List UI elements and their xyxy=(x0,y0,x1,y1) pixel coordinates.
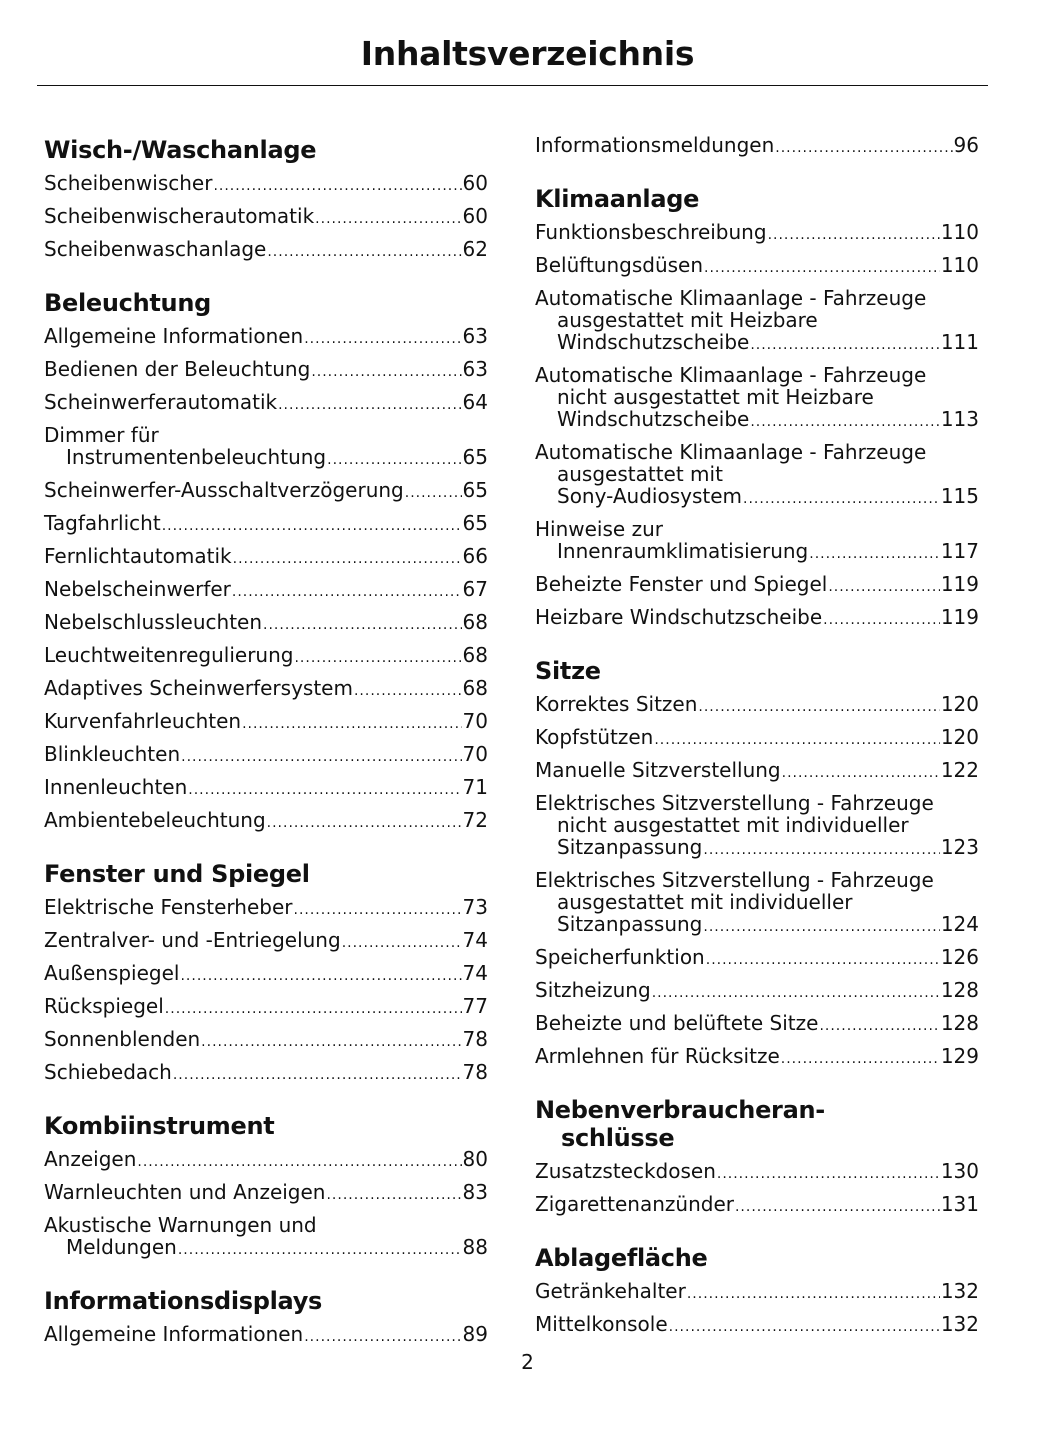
toc-column-right xyxy=(535,130,979,1364)
section-heading xyxy=(535,1096,979,1152)
toc-entry-text: Sony-Audiosystem xyxy=(557,484,743,508)
toc-entry[interactable] xyxy=(535,1309,979,1342)
toc-page-number: 89 xyxy=(462,1322,488,1346)
toc-entry-line xyxy=(44,1028,488,1053)
toc-section xyxy=(44,860,488,1090)
toc-entry-line xyxy=(44,710,488,735)
toc-page-number: 115 xyxy=(940,484,979,508)
page-number: 2 xyxy=(521,1350,534,1374)
toc-entry-line xyxy=(535,606,979,631)
dot-leader xyxy=(698,696,939,718)
dot-leader xyxy=(687,1283,940,1305)
toc-entry[interactable] xyxy=(44,234,488,267)
toc-entry-text: Hinweise zur xyxy=(535,517,663,541)
section-heading xyxy=(535,1244,979,1272)
section-heading xyxy=(44,1112,488,1140)
toc-entry-text: Tagfahrlicht xyxy=(44,511,161,535)
dot-leader xyxy=(828,576,939,598)
toc-entry-line xyxy=(535,946,979,971)
toc-entry-text: Außenspiegel xyxy=(44,961,180,985)
dot-leader xyxy=(342,932,462,954)
toc-entry-text: Speicherfunktion xyxy=(535,945,705,969)
toc-entry[interactable] xyxy=(44,673,488,706)
dot-leader xyxy=(775,137,952,159)
toc-entry[interactable] xyxy=(535,788,979,865)
dot-leader xyxy=(188,779,461,801)
toc-section xyxy=(44,1287,488,1352)
toc-entry[interactable] xyxy=(44,508,488,541)
toc-entry[interactable] xyxy=(44,739,488,772)
toc-page-number: 119 xyxy=(940,572,979,596)
dot-leader xyxy=(819,1015,939,1037)
toc-entry-text: Scheinwerfer-Ausschaltverzögerung xyxy=(44,478,404,502)
toc-entry-line xyxy=(535,693,979,718)
toc-entry-text: Zentralver- und -Entriegelung xyxy=(44,928,341,952)
dot-leader xyxy=(652,982,940,1004)
dot-leader xyxy=(267,241,461,263)
section-heading xyxy=(535,185,979,213)
toc-entry-text: Ambientebeleuchtung xyxy=(44,808,266,832)
toc-entry-text: Leuchtweitenregulierung xyxy=(44,643,294,667)
toc-page-number: 67 xyxy=(462,577,488,601)
dot-leader xyxy=(181,746,461,768)
toc-page-number: 78 xyxy=(462,1027,488,1051)
toc-entry-line xyxy=(44,743,488,768)
toc-entry-line xyxy=(535,1160,979,1185)
dot-leader xyxy=(703,839,939,861)
toc-entry-text: Innenleuchten xyxy=(44,775,188,799)
toc-entry-line xyxy=(44,1181,488,1206)
toc-entry[interactable] xyxy=(44,321,488,354)
toc-entry-text: Automatische Klimaanlage - Fahrzeuge xyxy=(535,286,927,310)
toc-entry-text: Beheizte und belüftete Sitze xyxy=(535,1011,819,1035)
toc-page-number: 128 xyxy=(940,978,979,1002)
dot-leader xyxy=(743,488,940,510)
dot-leader xyxy=(178,1239,462,1261)
toc-entry[interactable] xyxy=(44,1177,488,1210)
toc-entry-line xyxy=(535,1193,979,1218)
toc-entry-line xyxy=(44,776,488,801)
toc-entry-text: Scheibenwaschanlage xyxy=(44,237,267,261)
toc-entry[interactable] xyxy=(44,772,488,805)
toc-entry-line xyxy=(535,836,979,861)
toc-entry[interactable] xyxy=(535,942,979,975)
toc-entry-text: Innenraumklimatisierung xyxy=(557,539,809,563)
toc-entry-line xyxy=(535,408,979,433)
toc-entry[interactable] xyxy=(535,217,979,250)
dot-leader xyxy=(750,334,939,356)
toc-entry-text: Scheinwerferautomatik xyxy=(44,390,278,414)
toc-entry-line xyxy=(535,726,979,751)
dot-leader xyxy=(233,548,462,570)
toc-entry-line xyxy=(44,677,488,702)
toc-page-number: 73 xyxy=(462,895,488,919)
dot-leader xyxy=(654,729,939,751)
toc-page-number: 123 xyxy=(940,835,979,859)
toc-page-number: 96 xyxy=(953,133,979,157)
title-divider xyxy=(37,85,988,86)
dot-leader xyxy=(354,680,462,702)
toc-entry-text: Elektrische Fensterheber xyxy=(44,895,293,919)
toc-page-number: 117 xyxy=(940,539,979,563)
toc-entry-line xyxy=(44,995,488,1020)
toc-entry[interactable] xyxy=(44,991,488,1024)
toc-entry-text: Akustische Warnungen und xyxy=(44,1213,317,1237)
toc-page-number: 60 xyxy=(462,171,488,195)
toc-page-number: 83 xyxy=(462,1180,488,1204)
toc-page-number: 110 xyxy=(940,253,979,277)
toc-section xyxy=(535,657,979,1074)
section-heading-line: Wisch-/Waschanlage xyxy=(44,136,317,164)
toc-entry[interactable] xyxy=(535,569,979,602)
section-heading xyxy=(535,657,979,685)
toc-entry-line xyxy=(535,540,979,565)
toc-entry-line xyxy=(44,962,488,987)
toc-entry-line xyxy=(44,205,488,230)
dot-leader xyxy=(315,208,461,230)
dot-leader xyxy=(704,257,940,279)
toc-page-number: 62 xyxy=(462,237,488,261)
toc-entry-line xyxy=(44,1323,488,1348)
toc-page-number: 64 xyxy=(462,390,488,414)
toc-entry[interactable] xyxy=(535,975,979,1008)
toc-entry-line xyxy=(44,391,488,416)
toc-entry-text: Instrumentenbeleuchtung xyxy=(66,445,327,469)
toc-page-number: 126 xyxy=(940,945,979,969)
toc-entry-text: Allgemeine Informationen xyxy=(44,324,304,348)
toc-entry-text: Nebelschlussleuchten xyxy=(44,610,263,634)
toc-entry-text: Manuelle Sitzverstellung xyxy=(535,758,781,782)
toc-entry-text: Sitzanpassung xyxy=(557,912,703,936)
toc-entry-text: Scheibenwischer xyxy=(44,171,213,195)
toc-entry-text: Beheizte Fenster und Spiegel xyxy=(535,572,828,596)
toc-entry-text: Mittelkonsole xyxy=(535,1312,668,1336)
toc-entry-text: Adaptives Scheinwerfersystem xyxy=(44,676,353,700)
toc-entry-line xyxy=(44,545,488,570)
dot-leader xyxy=(213,175,461,197)
toc-page-number: 77 xyxy=(462,994,488,1018)
dot-leader xyxy=(242,713,461,735)
toc-entry-text: Belüftungsdüsen xyxy=(535,253,704,277)
toc-entry-line xyxy=(44,172,488,197)
dot-leader xyxy=(180,965,461,987)
dot-leader xyxy=(809,543,940,565)
dot-leader xyxy=(823,609,940,631)
toc-entry-text: Armlehnen für Rücksitze xyxy=(535,1044,780,1068)
toc-entry-text: Blinkleuchten xyxy=(44,742,181,766)
dot-leader xyxy=(781,1048,940,1070)
toc-section xyxy=(535,185,979,635)
dot-leader xyxy=(311,361,461,383)
toc-entry-text: Automatische Klimaanlage - Fahrzeuge xyxy=(535,363,927,387)
section-heading xyxy=(44,860,488,888)
toc-entry-text: ausgestattet mit individueller xyxy=(557,890,853,914)
dot-leader xyxy=(201,1031,461,1053)
toc-page-number: 128 xyxy=(940,1011,979,1035)
toc-entry[interactable] xyxy=(535,360,979,437)
toc-entry[interactable] xyxy=(44,354,488,387)
toc-page-number: 65 xyxy=(462,445,488,469)
dot-leader xyxy=(669,1316,940,1338)
toc-page-number: 74 xyxy=(462,928,488,952)
toc-entry-text: Bedienen der Beleuchtung xyxy=(44,357,311,381)
dot-leader xyxy=(304,328,461,350)
dot-leader xyxy=(703,916,939,938)
toc-entry-text: Elektrisches Sitzverstellung - Fahrzeuge xyxy=(535,868,934,892)
toc-entry-line xyxy=(44,1148,488,1173)
toc-page-number: 78 xyxy=(462,1060,488,1084)
toc-page-number: 65 xyxy=(462,511,488,535)
toc-entry-line xyxy=(44,1061,488,1086)
toc-page-number: 63 xyxy=(462,324,488,348)
toc-page-number: 120 xyxy=(940,725,979,749)
toc-entry[interactable] xyxy=(535,130,979,163)
toc-entry-line xyxy=(44,644,488,669)
toc-entry[interactable] xyxy=(44,958,488,991)
toc-entry-text: Funktionsbeschreibung xyxy=(535,220,767,244)
toc-page-number: 70 xyxy=(462,709,488,733)
toc-entry[interactable] xyxy=(44,892,488,925)
toc-section xyxy=(535,1096,979,1222)
toc-column-left xyxy=(44,130,488,1374)
section-heading xyxy=(44,1287,488,1315)
toc-entry-line xyxy=(44,446,488,471)
toc-entry-text: Elektrisches Sitzverstellung - Fahrzeuge xyxy=(535,791,934,815)
section-heading xyxy=(44,289,488,317)
toc-entry[interactable] xyxy=(44,805,488,838)
dot-leader xyxy=(326,1184,461,1206)
toc-page-number: 110 xyxy=(940,220,979,244)
toc-entry-text: Kopfstützen xyxy=(535,725,654,749)
toc-entry-line xyxy=(535,485,979,510)
toc-page-number: 65 xyxy=(462,478,488,502)
toc-entry-text: Nebelscheinwerfer xyxy=(44,577,231,601)
dot-leader xyxy=(327,449,461,471)
toc-entry-text: Meldungen xyxy=(66,1235,177,1259)
toc-page-number: 132 xyxy=(940,1279,979,1303)
section-heading-line: Informationsdisplays xyxy=(44,1287,323,1315)
dot-leader xyxy=(735,1196,940,1218)
toc-entry-line xyxy=(44,512,488,537)
toc-page-number: 130 xyxy=(940,1159,979,1183)
toc-entry-line xyxy=(44,479,488,504)
dot-leader xyxy=(165,998,462,1020)
dot-leader xyxy=(294,899,462,921)
toc-section xyxy=(44,1112,488,1265)
toc-entry-text: Warnleuchten und Anzeigen xyxy=(44,1180,326,1204)
toc-entry-text: Windschutzscheibe xyxy=(557,330,750,354)
toc-entry-line xyxy=(535,134,979,159)
toc-entry-line xyxy=(44,325,488,350)
toc-entry[interactable] xyxy=(44,1210,488,1265)
toc-entry[interactable] xyxy=(535,1189,979,1222)
toc-entry[interactable] xyxy=(44,1024,488,1057)
toc-page-number: 68 xyxy=(462,643,488,667)
toc-entry[interactable] xyxy=(44,1319,488,1352)
section-heading-line: Nebenverbraucheran- xyxy=(535,1096,825,1124)
toc-entry[interactable] xyxy=(535,865,979,942)
toc-entry-text: Schiebedach xyxy=(44,1060,172,1084)
toc-entry-line xyxy=(535,979,979,1004)
toc-entry[interactable] xyxy=(535,1041,979,1074)
toc-entry-line xyxy=(535,221,979,246)
toc-entry-text: Sonnenblenden xyxy=(44,1027,201,1051)
toc-entry[interactable] xyxy=(535,437,979,514)
toc-entry-text: Scheibenwischerautomatik xyxy=(44,204,315,228)
toc-entry-text: Informationsmeldungen xyxy=(535,133,775,157)
toc-entry[interactable] xyxy=(535,755,979,788)
dot-leader xyxy=(232,581,462,603)
toc-page-number: 119 xyxy=(940,605,979,629)
section-heading xyxy=(44,136,488,164)
toc-entry[interactable] xyxy=(44,607,488,640)
dot-leader xyxy=(768,224,940,246)
toc-entry-line xyxy=(44,929,488,954)
toc-section xyxy=(535,130,979,163)
dot-leader xyxy=(173,1064,462,1086)
toc-entry[interactable] xyxy=(44,475,488,508)
toc-entry-line xyxy=(535,1313,979,1338)
toc-entry[interactable] xyxy=(44,387,488,420)
toc-entry-line xyxy=(44,809,488,834)
dot-leader xyxy=(405,482,462,504)
toc-entry-text: Sitzanpassung xyxy=(557,835,703,859)
toc-entry[interactable] xyxy=(44,706,488,739)
toc-entry[interactable] xyxy=(44,201,488,234)
dot-leader xyxy=(750,411,939,433)
toc-entry-text: Zigarettenanzünder xyxy=(535,1192,734,1216)
toc-page-number: 122 xyxy=(940,758,979,782)
toc-section xyxy=(535,1244,979,1342)
toc-page-number: 111 xyxy=(940,330,979,354)
section-heading-line: Beleuchtung xyxy=(44,289,211,317)
toc-entry-line xyxy=(535,254,979,279)
toc-entry[interactable] xyxy=(535,1156,979,1189)
toc-page-number: 68 xyxy=(462,610,488,634)
dot-leader xyxy=(137,1151,461,1173)
toc-entry[interactable] xyxy=(44,925,488,958)
dot-leader xyxy=(278,394,461,416)
section-heading-line: Sitze xyxy=(535,657,601,685)
toc-entry-text: Kurvenfahrleuchten xyxy=(44,709,242,733)
toc-entry-text: ausgestattet mit Heizbare xyxy=(557,308,818,332)
dot-leader xyxy=(162,515,462,537)
toc-entry-line xyxy=(535,1045,979,1070)
toc-page-number: 60 xyxy=(462,204,488,228)
toc-entry-text: ausgestattet mit xyxy=(557,462,723,486)
toc-entry[interactable] xyxy=(535,689,979,722)
toc-entry-line xyxy=(535,913,979,938)
toc-entry-line xyxy=(535,573,979,598)
section-heading-line: schlüsse xyxy=(561,1124,675,1152)
toc-entry-line xyxy=(535,331,979,356)
toc-page-number: 71 xyxy=(462,775,488,799)
toc-entry-text: Rückspiegel xyxy=(44,994,164,1018)
section-heading-line: Ablagefläche xyxy=(535,1244,708,1272)
toc-entry[interactable] xyxy=(44,1057,488,1090)
toc-entry-text: Sitzheizung xyxy=(535,978,651,1002)
toc-entry-line xyxy=(535,1280,979,1305)
dot-leader xyxy=(782,762,940,784)
toc-entry-text: Getränkehalter xyxy=(535,1279,686,1303)
toc-entry[interactable] xyxy=(535,1276,979,1309)
toc-page-number: 68 xyxy=(462,676,488,700)
toc-entry-text: Allgemeine Informationen xyxy=(44,1322,304,1346)
toc-entry[interactable] xyxy=(535,514,979,569)
toc-entry-line xyxy=(44,896,488,921)
toc-page-number: 66 xyxy=(462,544,488,568)
toc-page-number: 63 xyxy=(462,357,488,381)
toc-page-number: 120 xyxy=(940,692,979,716)
toc-page-number: 88 xyxy=(462,1235,488,1259)
toc-entry-line xyxy=(44,238,488,263)
toc-entry-text: Anzeigen xyxy=(44,1147,137,1171)
toc-entry[interactable] xyxy=(44,168,488,201)
toc-entry-text: nicht ausgestattet mit individueller xyxy=(557,813,909,837)
toc-entry[interactable] xyxy=(44,1144,488,1177)
toc-entry[interactable] xyxy=(535,602,979,635)
dot-leader xyxy=(267,812,462,834)
toc-page-number: 132 xyxy=(940,1312,979,1336)
dot-leader xyxy=(263,614,462,636)
toc-entry[interactable] xyxy=(535,283,979,360)
toc-entry[interactable] xyxy=(535,1008,979,1041)
toc-entry[interactable] xyxy=(44,640,488,673)
section-heading-line: Kombiinstrument xyxy=(44,1112,275,1140)
toc-entry-text: Fernlichtautomatik xyxy=(44,544,232,568)
toc-entry-line xyxy=(535,1012,979,1037)
section-heading-line: Klimaanlage xyxy=(535,185,700,213)
toc-entry-text: nicht ausgestattet mit Heizbare xyxy=(557,385,874,409)
toc-entry-line xyxy=(44,578,488,603)
toc-section xyxy=(44,136,488,267)
toc-entry[interactable] xyxy=(44,541,488,574)
dot-leader xyxy=(304,1326,461,1348)
toc-entry-line xyxy=(44,611,488,636)
page-title: Inhaltsverzeichnis xyxy=(360,34,695,73)
toc-page-number: 124 xyxy=(940,912,979,936)
toc-section xyxy=(44,289,488,838)
toc-page-number: 113 xyxy=(940,407,979,431)
toc-page-number: 74 xyxy=(462,961,488,985)
toc-entry-text: Heizbare Windschutzscheibe xyxy=(535,605,823,629)
dot-leader xyxy=(717,1163,940,1185)
toc-entry-text: Zusatzsteckdosen xyxy=(535,1159,716,1183)
toc-page-number: 131 xyxy=(940,1192,979,1216)
toc-entry-text: Windschutzscheibe xyxy=(557,407,750,431)
toc-entry-text: Automatische Klimaanlage - Fahrzeuge xyxy=(535,440,927,464)
dot-leader xyxy=(706,949,940,971)
toc-entry-line xyxy=(44,1236,488,1261)
toc-page-number: 80 xyxy=(462,1147,488,1171)
toc-entry-text: Dimmer für xyxy=(44,423,159,447)
toc-page-number: 129 xyxy=(940,1044,979,1068)
toc-entry-line xyxy=(535,759,979,784)
toc-page-number: 70 xyxy=(462,742,488,766)
toc-entry-text: Korrektes Sitzen xyxy=(535,692,698,716)
toc-page-number: 72 xyxy=(462,808,488,832)
toc-entry[interactable] xyxy=(44,574,488,607)
dot-leader xyxy=(294,647,461,669)
toc-entry[interactable] xyxy=(44,420,488,475)
section-heading-line: Fenster und Spiegel xyxy=(44,860,310,888)
toc-entry[interactable] xyxy=(535,250,979,283)
toc-entry-line xyxy=(44,358,488,383)
toc-entry[interactable] xyxy=(535,722,979,755)
